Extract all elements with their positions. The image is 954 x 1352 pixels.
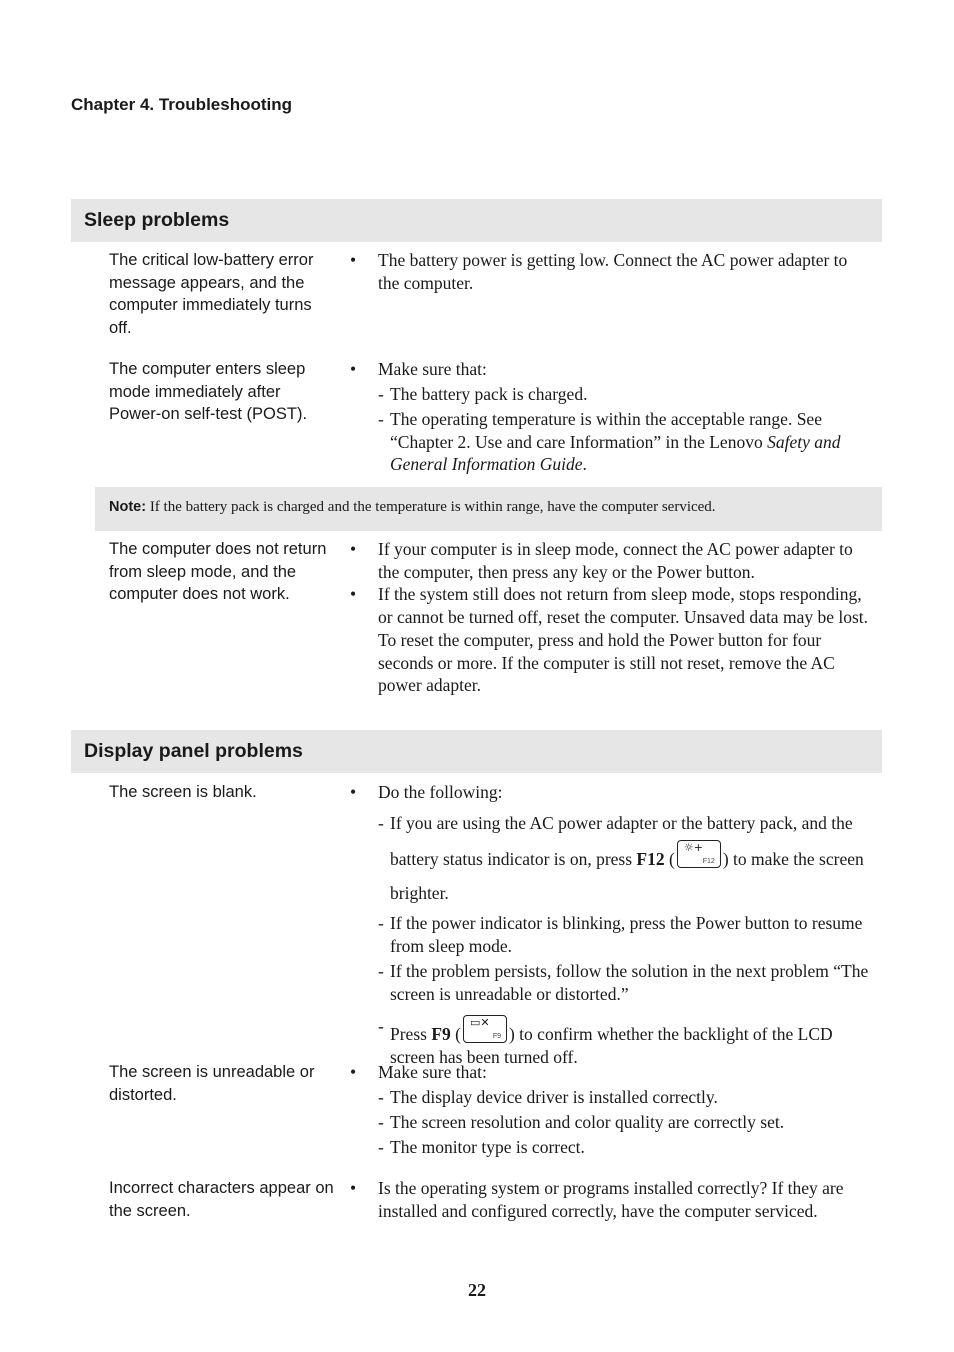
key-name-f9: F9 — [431, 1024, 451, 1045]
display-off-icon-glyph: ▭✕ — [469, 1016, 490, 1030]
solution-bullet: • Make sure that: — [350, 358, 870, 381]
key-name-f12: F12 — [636, 849, 665, 869]
solution-unreadable-screen — [350, 1061, 870, 1159]
dash-text-end: ) to make the screen brighter. — [390, 849, 864, 903]
section-header-display — [71, 730, 882, 773]
key-label: F12 — [702, 858, 715, 865]
brightness-icon-glyph: ☼+ — [683, 841, 703, 854]
problem-sleep-after-post: The computer enters sleep mode immediately after Power-on self-test (POST). — [109, 360, 308, 424]
page-number: 22 — [468, 1280, 486, 1300]
paren-open: ( — [664, 849, 675, 869]
solution-bullet: • Do the following: — [350, 781, 870, 804]
dash-text-end: . — [582, 454, 587, 475]
note-text — [109, 499, 716, 516]
section-title: Sleep problems — [84, 209, 230, 231]
solution-dash-item: - The screen resolution and color quality are correctly set. — [350, 1111, 870, 1134]
chapter-title: Chapter 4. Troubleshooting — [71, 95, 293, 114]
solution-bullet: • The battery power is getting low. Connect the AC power adapter to the computer. — [350, 249, 870, 294]
section-title: Display panel problems — [84, 740, 303, 762]
problem-unreadable-screen: The screen is unreadable or distorted. — [109, 1063, 315, 1104]
solution-dash-item: - If the power indicator is blinking, press the Power button to resume from sleep mode. — [350, 912, 870, 957]
problem-blank-screen: The screen is blank. — [109, 783, 257, 801]
guide-title: Safety and General Information Guide — [390, 431, 841, 475]
solution-dash-item — [350, 806, 870, 910]
note-box — [95, 487, 882, 531]
solution-dash-item: - The battery pack is charged. — [350, 383, 870, 406]
solution-dash-item — [350, 408, 870, 476]
solution-dash-item: - If the problem persists, follow the solution in the next problem “The screen is unreadable or distorted.” — [350, 960, 870, 1005]
solution-low-battery — [350, 249, 870, 294]
key-label: F9 — [492, 1033, 501, 1041]
solution-sleep-after-post — [350, 358, 870, 476]
dash-text: Press — [390, 1024, 432, 1045]
solution-dash-item: - The monitor type is correct. — [350, 1136, 870, 1159]
f12-brightness-key-icon — [677, 840, 721, 868]
solution-bullet: • If your computer is in sleep mode, connect the AC power adapter to the computer, then press any key or the Power button. — [350, 538, 870, 583]
solution-no-return-from-sleep — [350, 538, 870, 697]
solution-bullet: • If the system still does not return from sleep mode, stops responding, or cannot be turned off, reset the computer. Unsaved data may be lost. To reset the computer, press and hold the Power button for four seconds or more. If the computer is still not reset, remove the AC power adapter. — [350, 583, 870, 697]
f9-display-off-key-icon — [463, 1015, 507, 1043]
solution-bullet: • Make sure that: — [350, 1061, 870, 1084]
problem-no-return-from-sleep: The computer does not return from sleep mode, and the computer does not work. — [109, 540, 327, 604]
dash-text-end: ) to confirm whether the backlight of the LCD screen has been turned off. — [390, 1024, 833, 1068]
note-body: If the battery pack is charged and the temperature is within range, have the computer serviced. — [146, 499, 716, 515]
solution-bullet: • Is the operating system or programs installed correctly? If they are installed and configured correctly, have the computer serviced. — [350, 1177, 870, 1222]
solution-blank-screen — [350, 781, 870, 1069]
note-label: Note: — [109, 499, 147, 515]
solution-dash-item: - The display device driver is installed correctly. — [350, 1086, 870, 1109]
section-header-sleep — [71, 199, 882, 242]
paren-open: ( — [450, 1024, 461, 1045]
dash-text: The operating temperature is within the acceptable range. See “Chapter 2. Use and care Information” in the Lenovo — [390, 409, 822, 452]
dash-text: If you are using the AC power adapter or the battery pack, and the battery status indicator is on, press — [390, 813, 853, 869]
problem-incorrect-characters: Incorrect characters appear on the screen. — [109, 1179, 334, 1220]
problem-low-battery: The critical low-battery error message appears, and the computer immediately turns off. — [109, 251, 314, 338]
solution-incorrect-characters — [350, 1177, 870, 1222]
